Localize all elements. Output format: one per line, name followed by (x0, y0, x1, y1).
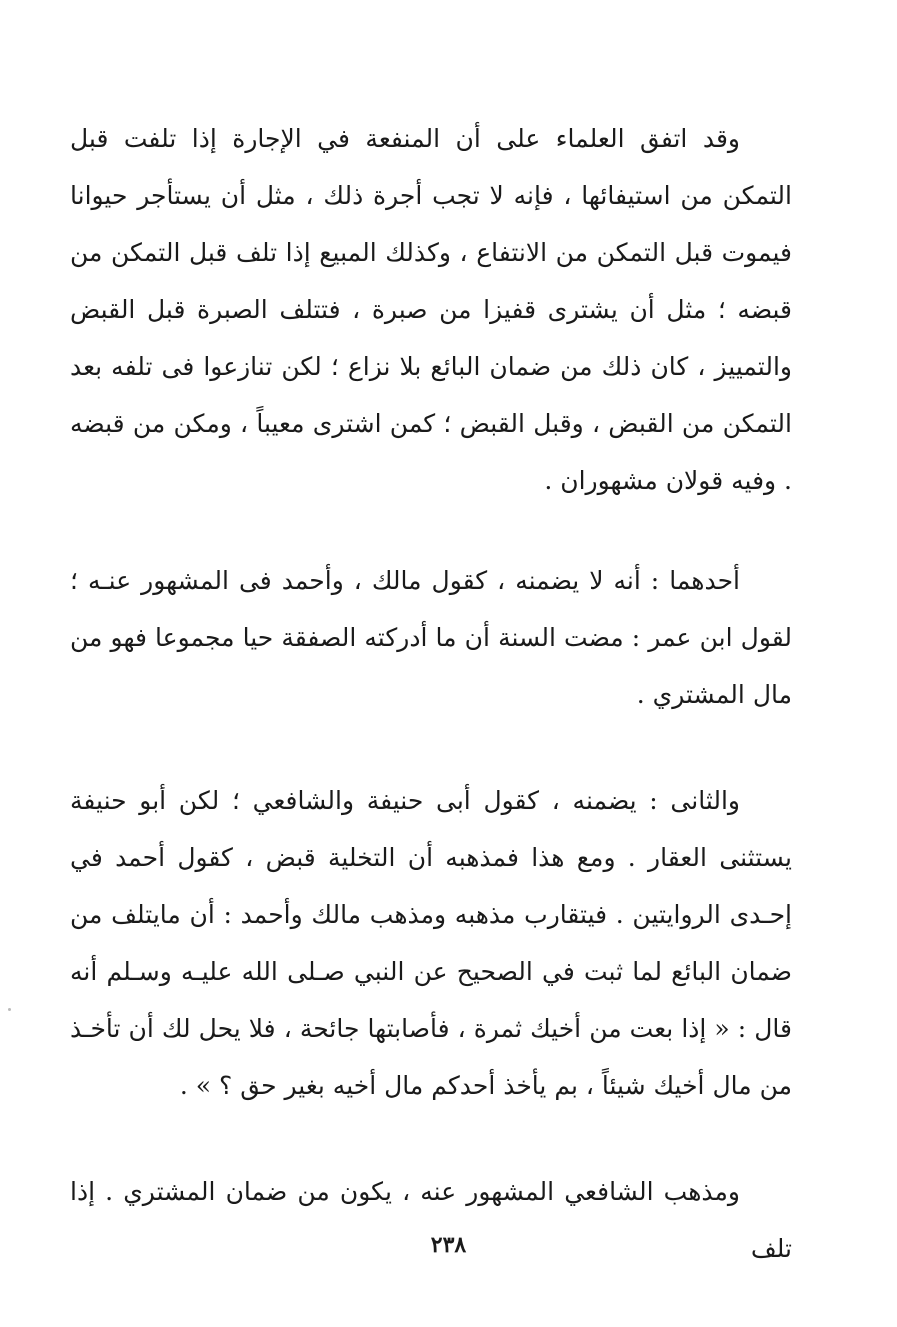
text-block-3 (70, 772, 792, 1114)
text-block-1 (70, 110, 792, 509)
paragraph-3: والثانى : يضمنه ، كقول أبى حنيفة والشافعي ؛ لكن أبو حنيفة يستثنى العقار . ومع هذا فمذهبه أن التخلية قبض ، كقول أحمد في إحـدى الروايتين . فيتقارب مذهبه ومذهب مالك وأحمد : أن مايتلف من ضمان البائع لما ثبت في الصحيح عن النبي صـلى الله عليـه وسـلم أنه قال : « إذا بعت من أخيك ثمرة ، فأصابتها جائحة ، فلا يحل لك أن تأخـذ من مال أخيك شيئاً ، بم يأخذ أحدكم مال أخيه بغير حق ؟ » . (70, 786, 792, 1100)
paragraph-2: أحدهما : أنه لا يضمنه ، كقول مالك ، وأحمد فى المشهور عنـه ؛ لقول ابن عمر : مضت السنة أن ما أدركته الصفقة حيا مجموعا فهو من مال المشتري . (70, 566, 792, 709)
paragraph-1: وقد اتفق العلماء على أن المنفعة في الإجارة إذا تلفت قبل التمكن من استيفائها ، فإنه لا تجب أجرة ذلك ، مثل أن يستأجر حيوانا فيموت قبل التمكن من الانتفاع ، وكذلك المبيع إذا تلف قبل التمكن من قبضه ؛ مثل أن يشترى قفيزا من صبرة ، فتتلف الصبرة قبل القبض والتمييز ، كان ذلك من ضمان البائع بلا نزاع ؛ لكن تنازعوا فى تلفه بعد التمكن من القبض ، وقبل القبض ؛ كمن اشترى معيباً ، ومكن من قبضه . وفيه قولان مشهوران . (70, 124, 792, 495)
margin-mark (8, 1008, 11, 1011)
page-number: ٢٣٨ (430, 1232, 467, 1258)
text-block-2 (70, 552, 792, 723)
paragraph-4: ومذهب الشافعي المشهور عنه ، يكون من ضمان المشتري . إذا تلف (70, 1177, 792, 1263)
text-block-4 (70, 1163, 792, 1277)
